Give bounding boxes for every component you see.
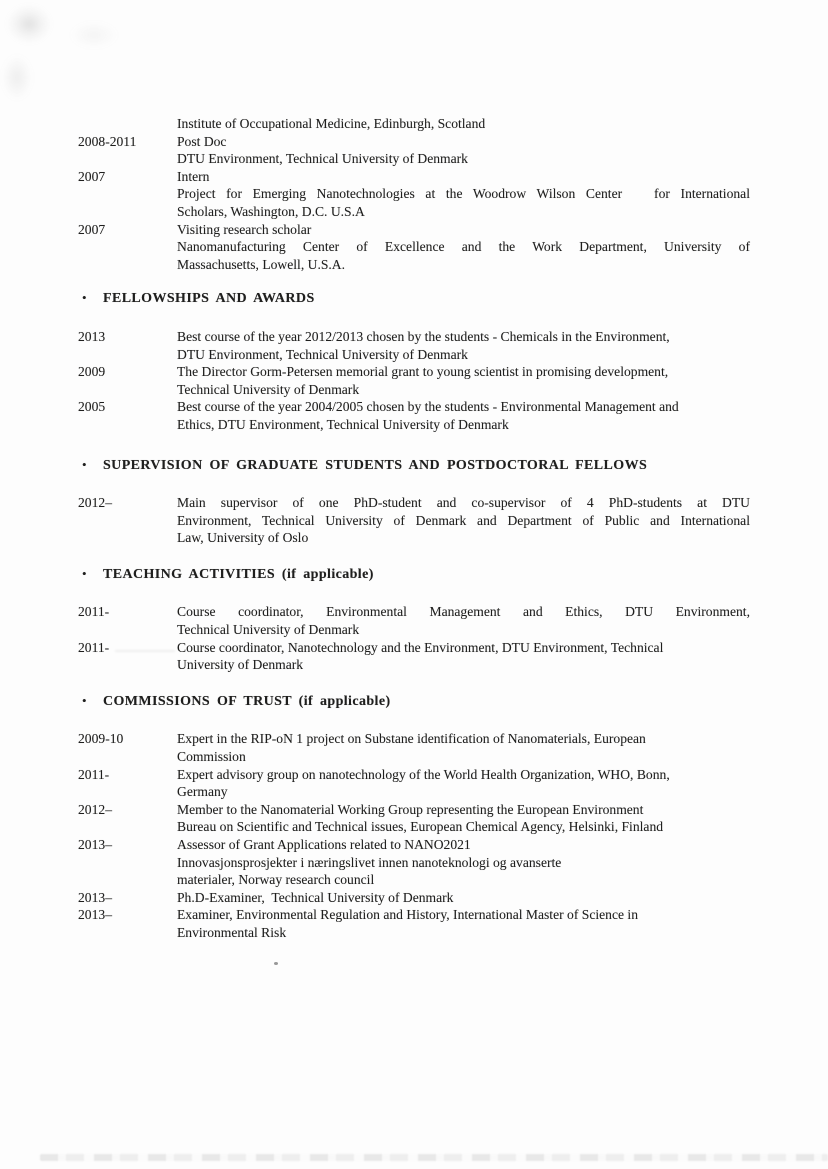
entry-body [177, 730, 750, 765]
entry-date: 2012– [78, 801, 112, 817]
cv-entry [78, 639, 750, 674]
entry-line: Course coordinator, Nanotechnology and the Environment, DTU Environment, Technical [177, 639, 664, 655]
entry-date: 2009 [78, 364, 106, 380]
cv-section [78, 456, 750, 547]
employment-entries [78, 115, 750, 273]
bullet-icon: • [82, 456, 87, 472]
entry-line: Visiting research scholar [177, 221, 312, 237]
entry-date: 2009-10 [78, 731, 124, 747]
cv-entry [78, 801, 750, 836]
entry-line: Commission [177, 749, 246, 765]
entry-body [177, 115, 750, 133]
entry-line: Expert advisory group on nanotechnology of the World Health Organization, WHO, Bonn, [177, 766, 670, 782]
entry-body [177, 889, 750, 907]
scan-smudge-artifact [6, 4, 52, 44]
entry-line: Technical University of Denmark [177, 622, 360, 638]
entry-line: DTU Environment, Technical University of Denmark [177, 346, 468, 362]
scan-speck-artifact [274, 962, 278, 965]
entry-body [177, 221, 750, 274]
section-title: TEACHING ACTIVITIES (if applicable) [103, 566, 374, 582]
entry-body [177, 168, 750, 221]
section-title: FELLOWSHIPS AND AWARDS [103, 291, 315, 307]
section-header [78, 456, 750, 475]
section-header [78, 289, 750, 308]
entry-line: The Director Gorm-Petersen memorial grant to young scientist in promising development, [177, 364, 669, 380]
section-header [78, 692, 750, 711]
section-title: COMMISSIONS OF TRUST (if applicable) [103, 693, 391, 709]
entry-line: Massachusetts, Lowell, U.S.A. [177, 256, 346, 272]
entry-date: 2007 [78, 221, 106, 237]
entry-line: Course coordinator, Environmental Management and Ethics, DTU Environment, [177, 604, 750, 620]
entry-line: Environmental Risk [177, 924, 287, 940]
entry-line: Nanomanufacturing Center of Excellence and the Work Department, University of [177, 239, 750, 255]
bullet-icon: • [82, 290, 87, 306]
entry-date: 2007 [78, 168, 106, 184]
entry-body [177, 906, 750, 941]
entry-body [177, 766, 750, 801]
cv-entry [78, 115, 750, 133]
cv-entry [78, 221, 750, 274]
cv-entry [78, 168, 750, 221]
entry-body [177, 133, 750, 168]
cv-entry [78, 906, 750, 941]
cv-section [78, 565, 750, 674]
entry-line: Ph.D-Examiner, Technical University of Denmark [177, 889, 454, 905]
cv-entry [78, 328, 750, 363]
entry-line: Germany [177, 784, 228, 800]
section-title: SUPERVISION OF GRADUATE STUDENTS AND POSTDOCTORAL FELLOWS [103, 457, 648, 473]
entry-body [177, 328, 750, 363]
cv-entry [78, 730, 750, 765]
entry-line: Intern [177, 168, 210, 184]
cv-entry [78, 889, 750, 907]
section-header [78, 565, 750, 584]
entry-line: Environment, Technical University of Denmark and Department of Public and International [177, 512, 750, 528]
scan-smudge-artifact [70, 22, 118, 48]
entry-date: 2011- [78, 639, 110, 655]
entry-line: Main supervisor of one PhD-student and co-supervisor of 4 PhD-students at DTU [177, 495, 750, 511]
cv-entry [78, 133, 750, 168]
cv-entry [78, 603, 750, 638]
entry-body [177, 639, 750, 674]
entry-line: Member to the Nanomaterial Working Group representing the European Environment [177, 801, 644, 817]
entry-body [177, 494, 750, 547]
entry-date: 2013– [78, 907, 112, 923]
entry-line: materialer, Norway research council [177, 872, 375, 888]
entry-date: 2011- [78, 766, 110, 782]
entry-line: Institute of Occupational Medicine, Edinburgh, Scotland [177, 116, 486, 131]
entry-line: Assessor of Grant Applications related to NANO2021 [177, 837, 471, 852]
bullet-icon: • [82, 565, 87, 581]
entry-date: 2012– [78, 495, 112, 511]
entry-date: 2005 [78, 399, 106, 415]
entry-line: Expert in the RIP-oN 1 project on Substane identification of Nanomaterials, European [177, 731, 646, 747]
entry-date: 2013– [78, 889, 112, 905]
entry-line: Law, University of Oslo [177, 530, 309, 546]
entry-body [177, 603, 750, 638]
cv-content [78, 115, 750, 942]
entry-date: 2008-2011 [78, 133, 137, 149]
entry-body [177, 398, 750, 433]
entry-line: Best course of the year 2004/2005 chosen by the students - Environmental Management and [177, 399, 679, 415]
entry-line: University of Denmark [177, 657, 304, 673]
cv-entry [78, 766, 750, 801]
entry-line: Best course of the year 2012/2013 chosen by the students - Chemicals in the Environment, [177, 328, 670, 344]
entry-line: Technical University of Denmark [177, 381, 360, 397]
entry-line: Examiner, Environmental Regulation and History, International Master of Science in [177, 907, 639, 923]
entry-line: Bureau on Scientific and Technical issues, European Chemical Agency, Helsinki, Finland [177, 819, 664, 835]
bullet-icon: • [82, 692, 87, 708]
entry-date [78, 115, 177, 133]
cv-entry [78, 398, 750, 433]
entry-line: Post Doc [177, 133, 227, 149]
entry-date: 2013 [78, 328, 106, 344]
entry-body [177, 801, 750, 836]
entry-date: 2013– [78, 837, 112, 852]
entry-line: Scholars, Washington, D.C. U.S.A [177, 203, 365, 219]
entry-line: Innovasjonsprosjekter i næringslivet innen nanoteknologi og avanserte [177, 854, 562, 870]
entry-line: Ethics, DTU Environment, Technical University of Denmark [177, 416, 509, 432]
entry-body [177, 836, 750, 889]
cv-entry [78, 836, 750, 889]
cv-section [78, 692, 750, 942]
cv-entry [78, 363, 750, 398]
scan-smudge-artifact [2, 55, 32, 100]
entry-date: 2011- [78, 604, 110, 620]
cv-sections [78, 289, 750, 941]
entry-line: DTU Environment, Technical University of Denmark [177, 151, 468, 167]
cv-section [78, 289, 750, 433]
cv-entry [78, 494, 750, 547]
entry-body [177, 363, 750, 398]
scan-noise-band [40, 1154, 828, 1161]
entry-line: Project for Emerging Nanotechnologies at the Woodrow Wilson Center for International [177, 186, 750, 202]
